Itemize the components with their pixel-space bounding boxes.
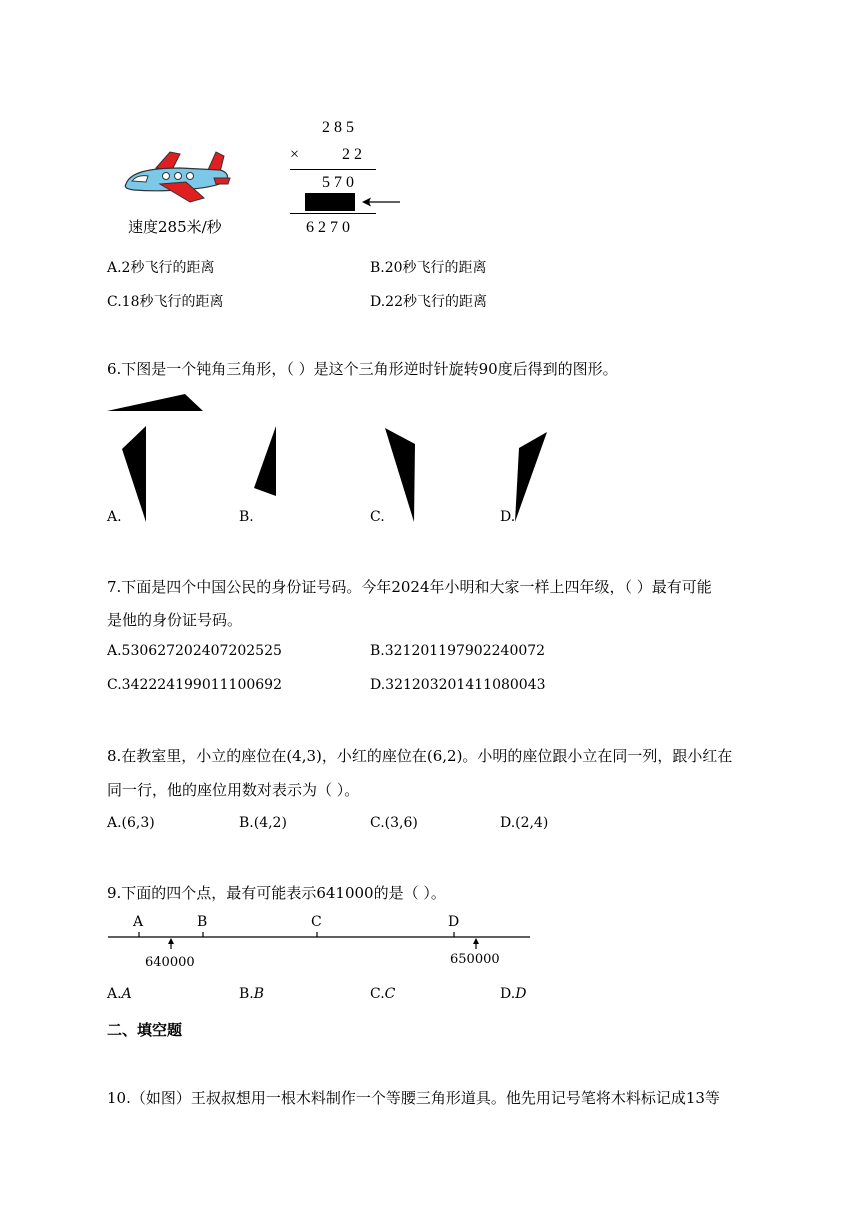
q9-option-c-letter: C [384, 986, 396, 1002]
airplane-image [120, 148, 235, 208]
mult-line-2 [290, 213, 376, 214]
q8-option-b[interactable]: B.(4,2) [239, 815, 287, 831]
q9-option-d-prefix: D. [500, 986, 516, 1002]
q9-option-a[interactable] [107, 986, 132, 1002]
q6-original-triangle [105, 388, 207, 418]
q5-option-a[interactable]: A.2秒飞行的距离 [107, 260, 215, 276]
q8-option-a[interactable]: A.(6,3) [107, 815, 155, 831]
q10-text: 10.（如图）王叔叔想用一根木料制作一个等腰三角形道具。他先用记号笔将木料标记成13等 [107, 1089, 720, 1107]
section-heading: 二、填空题 [107, 1021, 183, 1039]
q9-option-b[interactable] [239, 986, 264, 1002]
mult-line-1 [290, 169, 376, 170]
q7-option-a[interactable]: A.530627202407202525 [107, 643, 282, 659]
q6-triangle-b [250, 424, 284, 502]
q5-option-b[interactable]: B.20秒飞行的距离 [370, 260, 487, 276]
q6-option-c[interactable]: C. [370, 509, 385, 525]
q6-option-d[interactable]: D. [500, 509, 516, 525]
q9-option-c-prefix: C. [370, 986, 385, 1002]
q9-option-b-letter: B [253, 986, 265, 1002]
q8-option-c[interactable]: C.(3,6) [370, 815, 418, 831]
q5-option-c[interactable]: C.18秒飞行的距离 [107, 294, 224, 310]
times-sign: × [290, 146, 300, 163]
hidden-block [305, 193, 355, 211]
q8-option-d[interactable]: D.(2,4) [500, 815, 549, 831]
q6-text: 6.下图是一个钝角三角形，（ ）是这个三角形逆时针旋转90度后得到的图形。 [107, 360, 618, 378]
q7-line2: 是他的身份证号码。 [107, 611, 243, 629]
q7-option-d[interactable]: D.321203201411080043 [370, 677, 546, 693]
value-label-640000: 640000 [145, 955, 195, 970]
q6-option-a[interactable]: A. [107, 509, 122, 525]
q9-option-c[interactable] [370, 986, 395, 1002]
plane-caption: 速度285米/秒 [128, 218, 222, 236]
q7-line1: 7.下面是四个中国公民的身份证号码。今年2024年小明和大家一样上四年级，（ ）最有可能 [107, 578, 712, 596]
point-label-a: A [133, 914, 144, 930]
q8-line2: 同一行，他的座位用数对表示为（ ）。 [107, 781, 360, 799]
mult-result: 6 2 7 0 [306, 219, 350, 236]
q9-option-d[interactable] [500, 986, 526, 1002]
q6-option-b[interactable]: B. [239, 509, 254, 525]
pointer-arrow [360, 195, 402, 213]
q7-option-c[interactable]: C.342224199011100692 [107, 677, 282, 693]
point-label-c: C [311, 914, 322, 930]
q9-option-d-letter: D [515, 986, 527, 1002]
q5-option-d[interactable]: D.22秒飞行的距离 [370, 294, 487, 310]
point-label-d: D [448, 914, 460, 930]
q9-option-a-letter: A [121, 986, 132, 1002]
value-label-650000: 650000 [450, 952, 500, 967]
number-line [108, 930, 532, 954]
q9-text: 9.下面的四个点，最有可能表示641000的是（ ）。 [107, 884, 446, 902]
point-label-b: B [197, 914, 208, 930]
q9-option-b-prefix: B. [239, 986, 254, 1002]
mult-row1: 2 8 5 [322, 119, 354, 136]
q7-option-b[interactable]: B.321201197902240072 [370, 643, 546, 659]
q6-triangle-c [382, 426, 418, 528]
q9-option-a-prefix: A. [107, 986, 122, 1002]
mult-row2: 2 2 [342, 146, 362, 163]
q6-triangle-d [511, 430, 549, 528]
q8-line1: 8.在教室里，小立的座位在(4,3)，小红的座位在(6,2)。小明的座位跟小立在同一列，跟小红在 [107, 747, 733, 765]
mult-partial: 5 7 0 [322, 174, 354, 191]
q6-triangle-a [118, 424, 152, 528]
